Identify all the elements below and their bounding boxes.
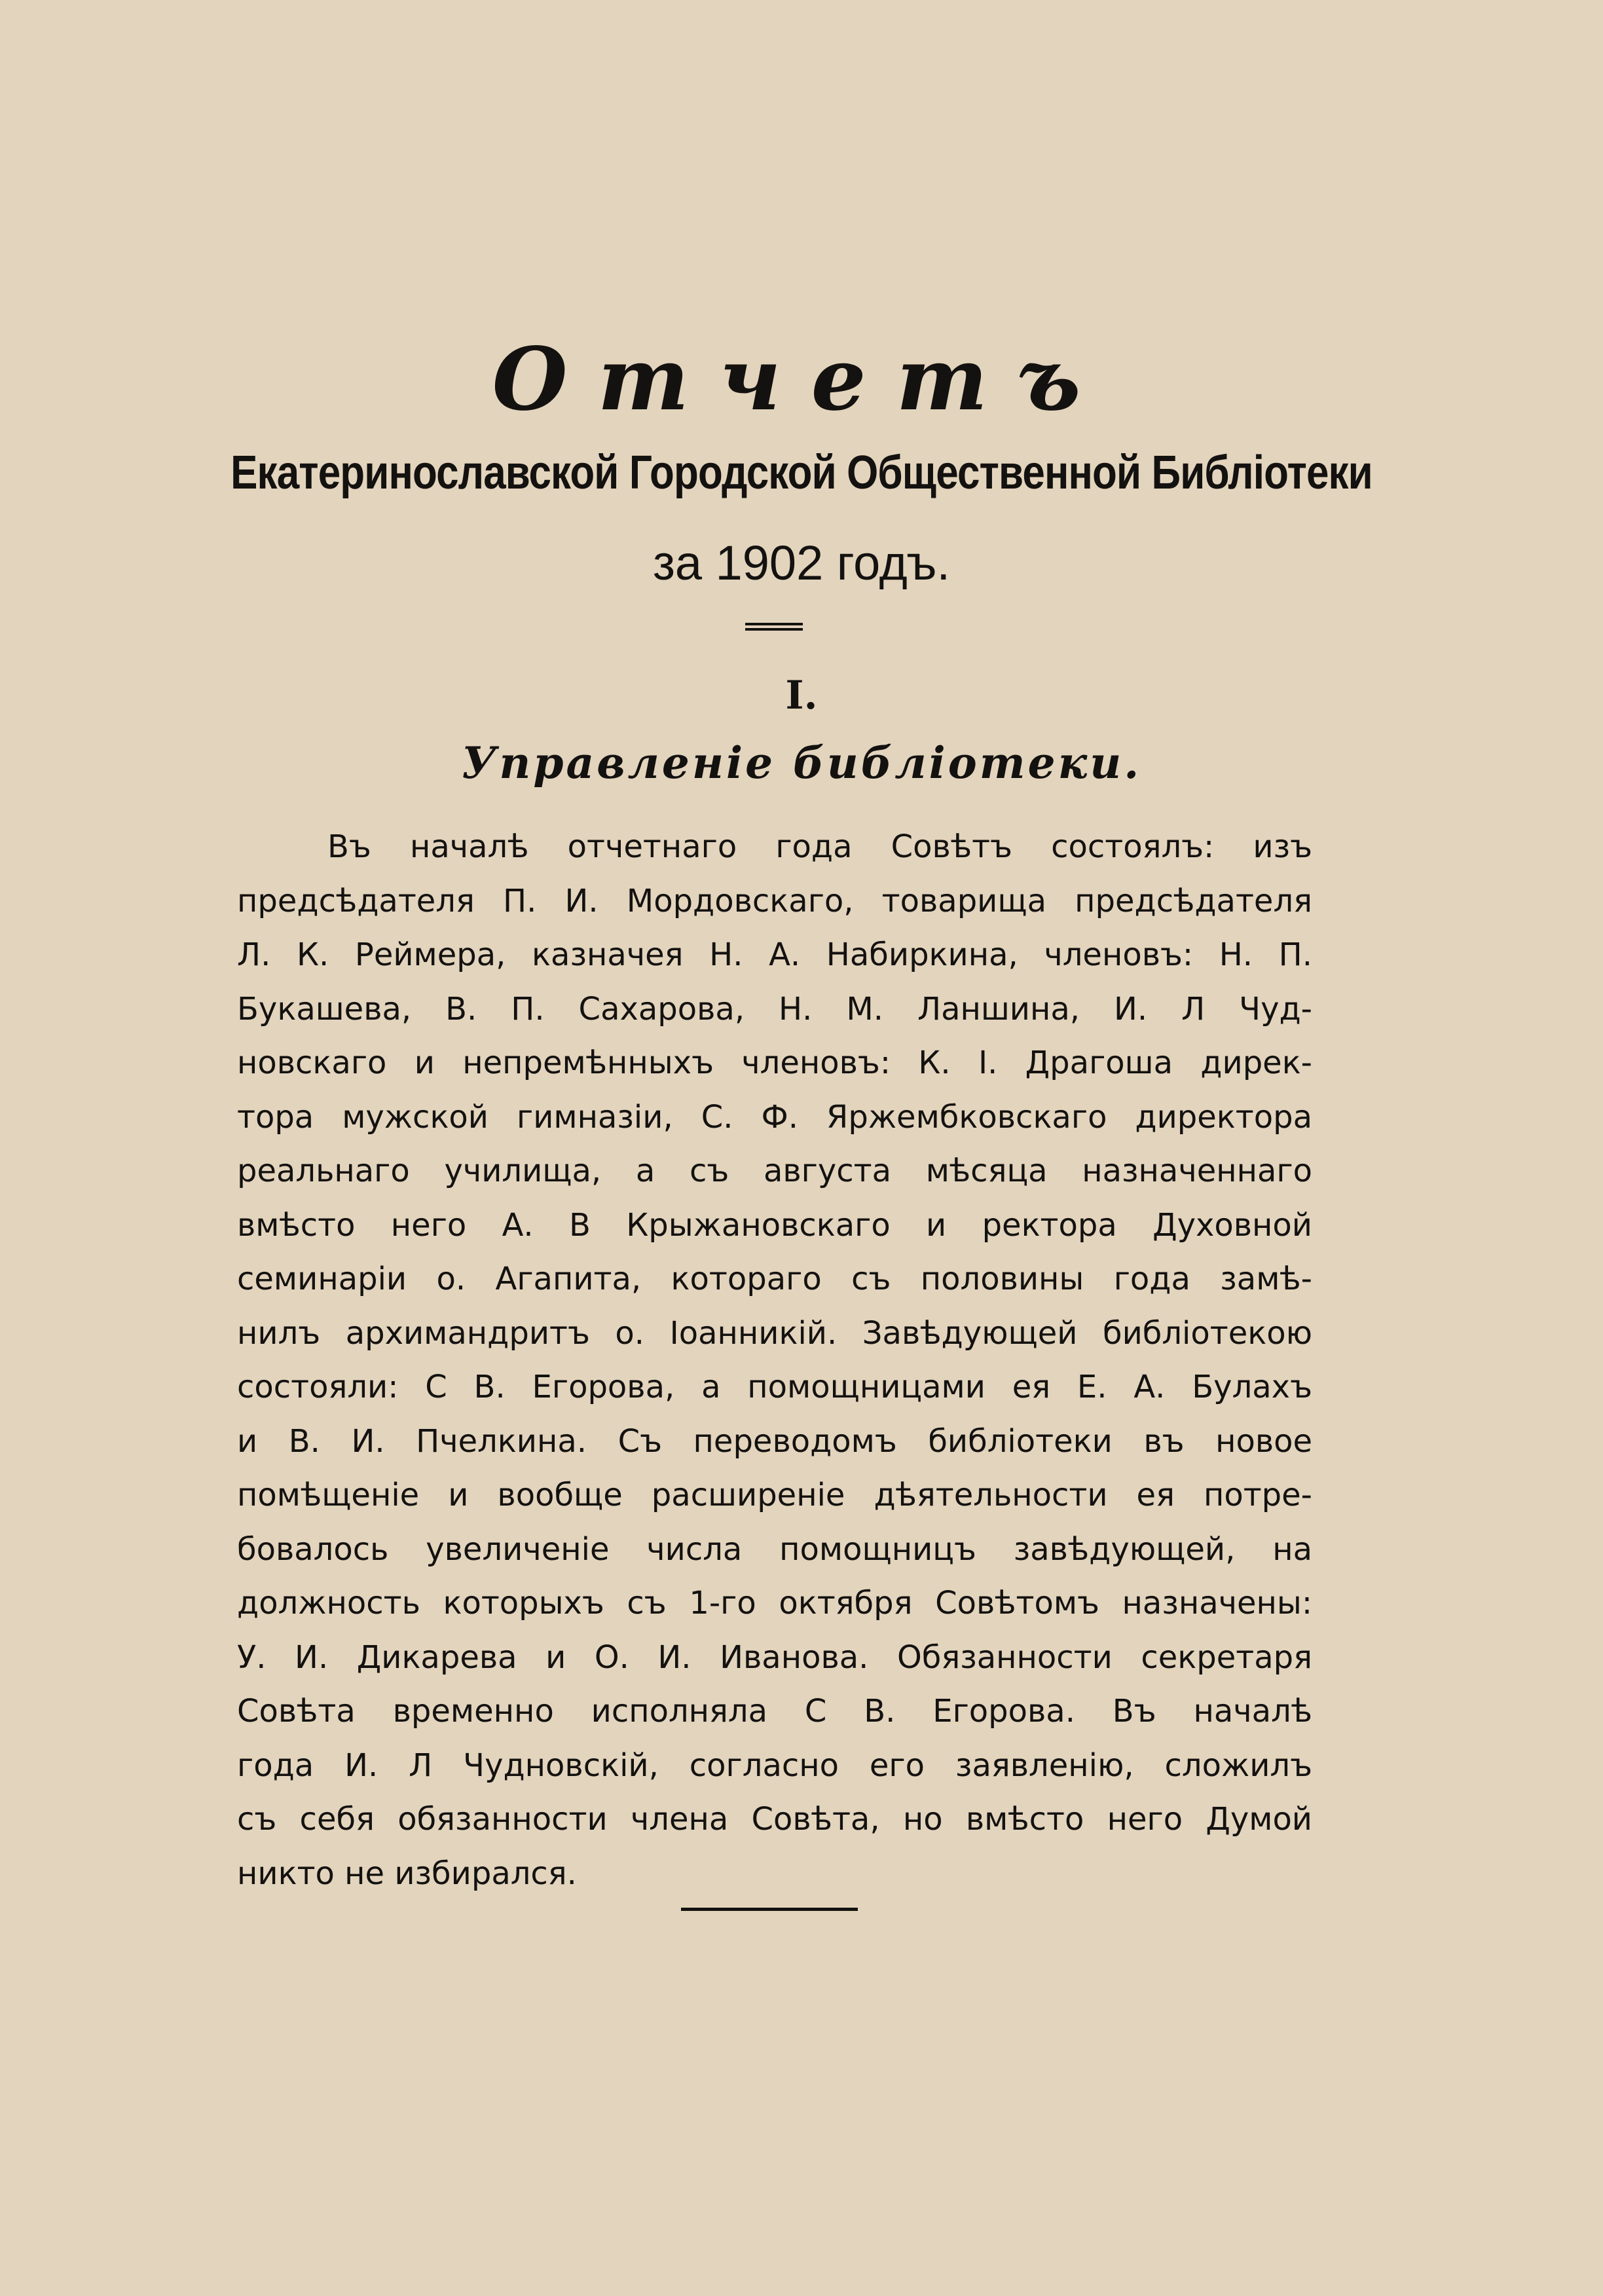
paragraph-line: вмѣсто него А. В Крыжановскаго и ректора Духовной — [237, 1206, 1312, 1244]
paragraph-line: семинаріи о. Агапита, котораго съ половины года замѣ- — [237, 1261, 1312, 1297]
report-title: Отчетъ — [492, 329, 1111, 430]
paragraph-line: помѣщеніе и вообще расширеніе дѣятельности ея потре- — [237, 1477, 1312, 1513]
paragraph-line: Букашева, В. П. Сахарова, Н. М. Ланшина, И. Л Чуд- — [237, 990, 1312, 1028]
paragraph-line: съ себя обязанности члена Совѣта, но вмѣсто него Думой — [237, 1801, 1312, 1838]
section-number: I. — [785, 673, 818, 718]
paragraph-line: У. И. Дикарева и О. И. Иванова. Обязанности секретаря — [237, 1639, 1312, 1676]
body-paragraph — [237, 820, 1312, 1900]
paragraph-line: Л. К. Реймера, казначея Н. А. Набиркина, членовъ: Н. П. — [237, 936, 1312, 973]
report-subtitle: Екатеринославской Городской Общественной Библіотеки — [230, 447, 1373, 499]
paragraph-line: года И. Л Чудновскій, согласно его заявленію, сложилъ — [237, 1747, 1312, 1784]
paragraph-line: и В. И. Пчелкина. Съ переводомъ библіотеки въ новое — [237, 1422, 1312, 1460]
paragraph-line: предсѣдателя П. И. Мордовскаго, товарища предсѣдателя — [237, 882, 1312, 919]
paragraph-line: реальнаго училища, а съ августа мѣсяца назначеннаго — [237, 1153, 1312, 1189]
paragraph-line: состояли: С В. Егорова, а помощницами ея Е. А. Булахъ — [237, 1369, 1312, 1405]
paragraph-line: бовалось увеличеніе числа помощницъ завѣдующей, на — [237, 1530, 1312, 1568]
section-heading: Управленіе библіотеки. — [461, 737, 1142, 788]
paragraph-line: Совѣта временно исполняла С В. Егорова. Въ началѣ — [237, 1693, 1312, 1730]
double-rule-divider — [745, 623, 803, 631]
end-rule-divider — [681, 1908, 858, 1911]
paragraph-line: нилъ архимандритъ о. Іоанникій. Завѣдующей библіотекою — [237, 1314, 1312, 1352]
paragraph-line: Въ началѣ отчетнаго года Совѣтъ состоялъ: изъ — [327, 828, 1312, 865]
paragraph-line: новскаго и непремѣнныхъ членовъ: К. І. Драгоша дирек- — [237, 1045, 1312, 1081]
report-year: за 1902 годъ. — [652, 536, 951, 590]
paragraph-line: должность которыхъ съ 1-го октября Совѣтомъ назначены: — [237, 1585, 1312, 1621]
paragraph-line-last: никто не избирался. — [237, 1855, 577, 1892]
paragraph-line: тора мужской гимназіи, С. Ф. Яржембковскаго директора — [237, 1098, 1312, 1136]
